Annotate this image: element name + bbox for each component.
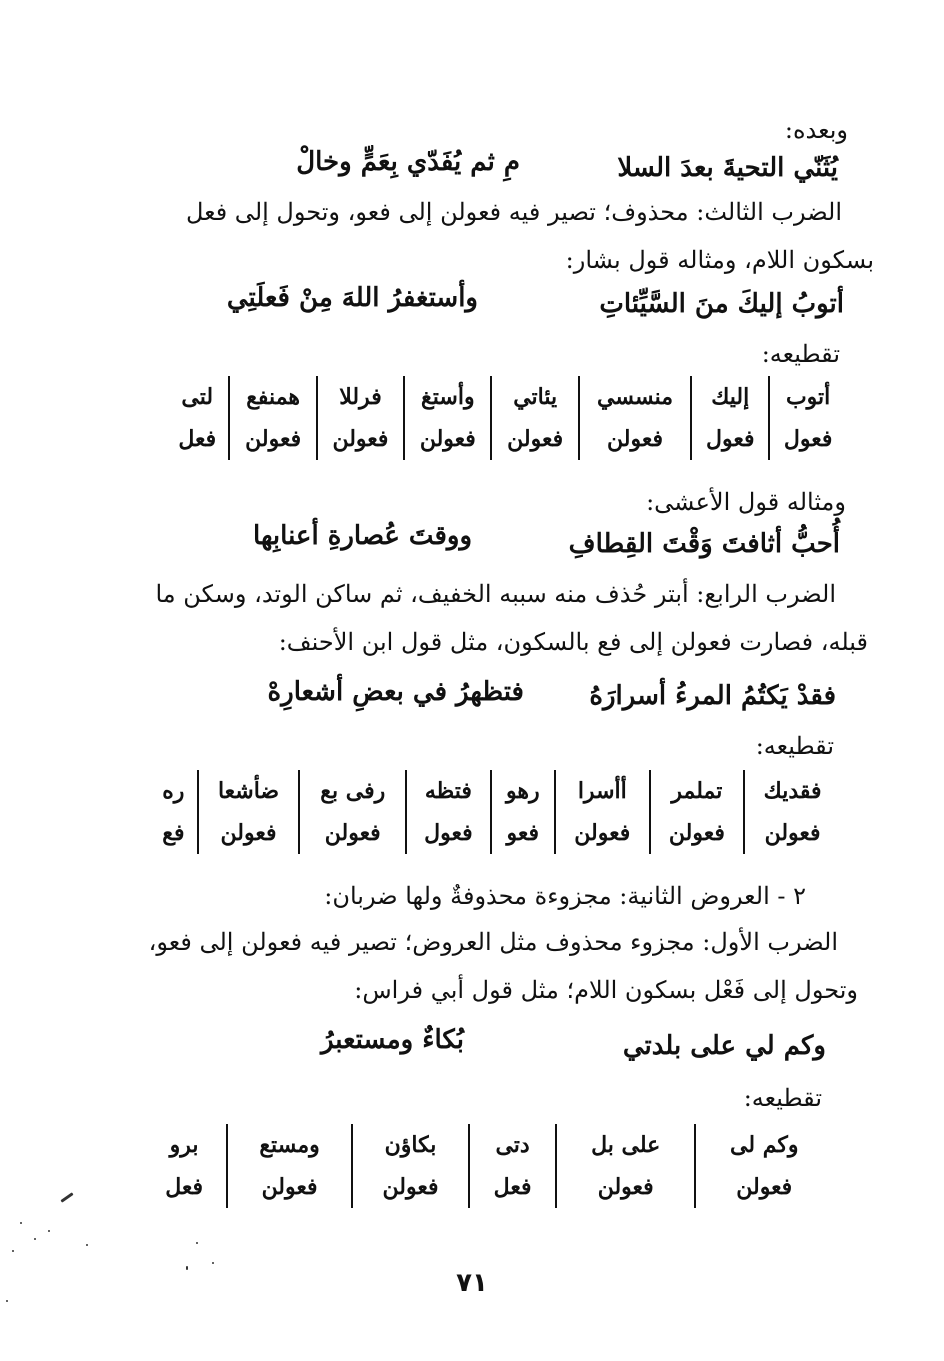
verse-first-hemistich: أُحبُّ أثافتَ وَقْتَ القِطافِ xyxy=(568,529,840,559)
paragraph-line: وتحول إلى فَعْل بسكون اللام؛ مثل قول أبي فراس: xyxy=(354,976,858,1004)
scansion-foot: فعولن xyxy=(198,812,300,854)
scansion-foot: فعل xyxy=(469,1166,556,1208)
scansion-syllable: رهو xyxy=(491,770,555,812)
verse-second-hemistich: بُكاءٌ ومستعبرُ xyxy=(320,1025,464,1055)
scansion-foot: فعل xyxy=(142,1166,227,1208)
verse-second-hemistich: فتظهرُ في بعضِ أشعارِهْ xyxy=(267,677,524,707)
scansion-foot: فعولن xyxy=(650,812,745,854)
verse-first-hemistich: أتوبُ إليكَ منَ السَّيِّئاتِ xyxy=(599,289,844,319)
verse-second-hemistich: وأستغفرُ اللهَ مِنْ فَعلَتِي xyxy=(226,283,478,313)
scansion-syllable: ره xyxy=(150,770,198,812)
scansion-label: تقطيعه: xyxy=(743,1084,822,1112)
scansion-table xyxy=(142,1124,832,1208)
paragraph-line: بسكون اللام، ومثاله قول بشار: xyxy=(565,246,874,274)
scansion-foot: فعولن xyxy=(404,418,491,460)
scansion-foot: فعولن xyxy=(491,418,578,460)
scansion-syllable: أتوب xyxy=(785,384,831,410)
scansion-foot: فعولن xyxy=(229,418,316,460)
scansion-syllable: ضأشعا xyxy=(198,770,300,812)
scansion-foot: فعولن xyxy=(352,1166,469,1208)
scansion-foot: فعل xyxy=(166,418,229,460)
scansion-syllable: فقديك xyxy=(763,778,822,804)
scansion-foot: فعول xyxy=(691,418,769,460)
verse-first-hemistich: وكم لي على بلدتي xyxy=(622,1031,826,1061)
scansion-syllable: همنفع xyxy=(229,376,316,418)
page-number: ٧١ xyxy=(456,1268,488,1298)
scansion-syllable: أأسرا xyxy=(555,770,650,812)
scansion-table xyxy=(150,770,840,854)
scansion-syllable: على بل xyxy=(556,1124,695,1166)
verse-second-hemistich: مِ ثم يُفَدّي بِعَمٍّ وخالْ xyxy=(296,147,520,177)
scansion-syllable: لتى xyxy=(166,376,229,418)
paragraph-line: ٢ - العروض الثانية: مجزوءة محذوفةٌ ولها ضربان: xyxy=(324,882,806,910)
scansion-foot: فعولن xyxy=(299,812,406,854)
scansion-syllable: رفى بع xyxy=(299,770,406,812)
verse-first-hemistich: فقدْ يَكتُمُ المرءُ أسرارَهُ xyxy=(589,681,836,711)
scansion-syllable: إليك xyxy=(691,376,769,418)
scansion-foot: فع xyxy=(150,812,198,854)
scansion-foot: فعولن xyxy=(579,418,691,460)
scansion-feet-row xyxy=(166,418,846,460)
scansion-label: تقطيعه: xyxy=(755,732,834,760)
scansion-foot: فعول xyxy=(406,812,491,854)
intro-text: وبعده: xyxy=(784,116,848,144)
paragraph-line: الضرب الرابع: أبتر حُذف منه سببه الخفيف، ثم ساكن الوتد، وسكن ما xyxy=(155,580,836,608)
scansion-syllable: يئاتي xyxy=(491,376,578,418)
scansion-foot: فعو xyxy=(491,812,555,854)
scansion-foot: فعول xyxy=(783,426,833,452)
scansion-label: تقطيعه: xyxy=(761,340,840,368)
scansion-syllable: منسسي xyxy=(579,376,691,418)
scansion-foot: فعولن xyxy=(764,820,821,846)
scansion-syllable: وأستغ xyxy=(404,376,491,418)
scansion-syllable: دتى xyxy=(469,1124,556,1166)
scansion-text-row xyxy=(166,376,846,418)
paragraph-line: الضرب الأول: مجزوء محذوف مثل العروض؛ تصير فيه فعولن إلى فعو، xyxy=(148,928,838,956)
scansion-syllable: بكاؤن xyxy=(352,1124,469,1166)
scansion-syllable: وكم لى xyxy=(730,1132,799,1158)
paragraph-line: قبله، فصارت فعولن إلى فع بالسكون، مثل قول ابن الأحنف: xyxy=(278,628,868,656)
scansion-text-row xyxy=(150,770,840,812)
scansion-syllable: فرللا xyxy=(317,376,404,418)
scansion-text-row xyxy=(142,1124,832,1166)
paragraph-line: الضرب الثالث: محذوف؛ تصير فيه فعولن إلى فعو، وتحول إلى فعل xyxy=(185,198,842,226)
scansion-foot: فعولن xyxy=(227,1166,352,1208)
scansion-foot: فعولن xyxy=(555,812,650,854)
intro-text: ومثاله قول الأعشى: xyxy=(646,488,846,516)
scansion-foot: فعولن xyxy=(317,418,404,460)
verse-first-hemistich: يُثَنّي التحيةَ بعدَ السلا xyxy=(617,153,838,183)
scansion-foot: فعولن xyxy=(736,1174,793,1200)
scansion-syllable: فتظه xyxy=(406,770,491,812)
scansion-syllable: ومستع xyxy=(227,1124,352,1166)
verse-second-hemistich: ووقتَ عُصارةِ أعنابِها xyxy=(253,521,472,551)
scansion-syllable: تملمر xyxy=(650,770,745,812)
scansion-foot: فعولن xyxy=(556,1166,695,1208)
scansion-feet-row xyxy=(150,812,840,854)
scansion-syllable: برو xyxy=(142,1124,227,1166)
scansion-table xyxy=(166,376,846,460)
scansion-feet-row xyxy=(142,1166,832,1208)
